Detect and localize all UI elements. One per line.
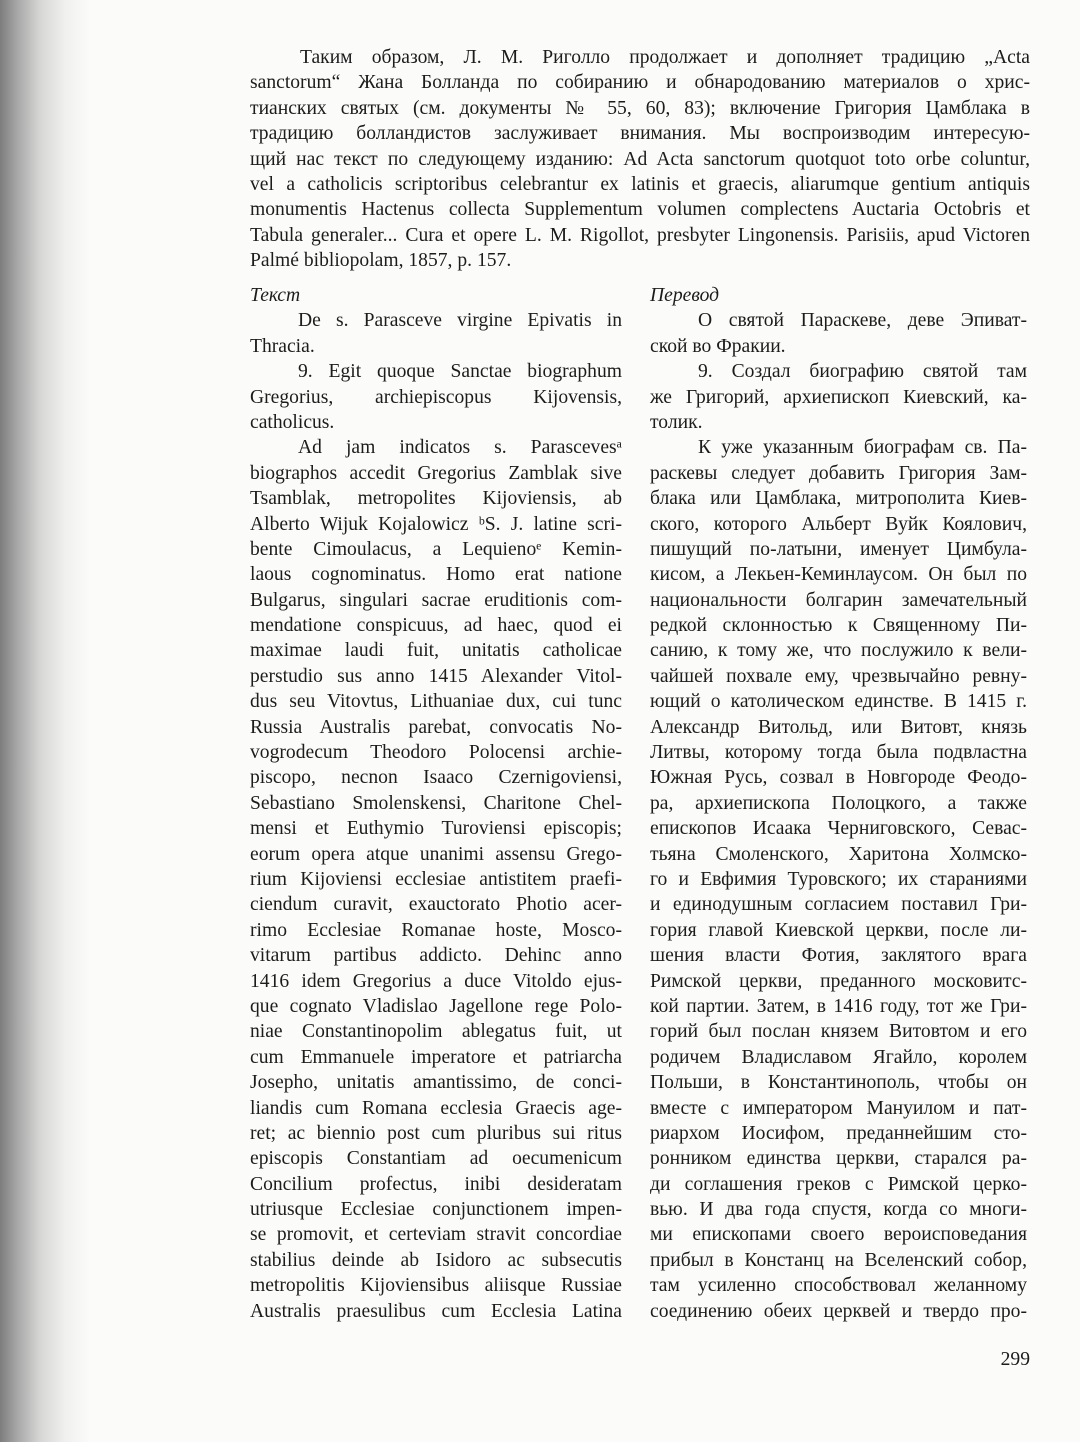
- text-line: ронником единства церкви, старался ра-: [650, 1148, 1027, 1170]
- text-line: que cognato Vladislao Jagellone rege Polo-: [250, 995, 622, 1017]
- text-line: Римской церкви, преданного московитс-: [650, 970, 1027, 992]
- text-line: тианских святых (см. документы № 55, 60, 83); включение Григория Цамблака в: [250, 97, 1030, 119]
- text-line: вью. И два года спустя, когда со многи-: [650, 1199, 1027, 1221]
- text-line: Bulgarus, singulari sacrae eruditionis com-: [250, 589, 622, 611]
- text-line: ret; ac biennio post cum pluribus sui ritus: [250, 1122, 622, 1144]
- text-line: maximae laudi fuit, unitatis catholicae: [250, 640, 622, 662]
- text-line: же Григорий, архиепископ Киевский, ка-: [650, 386, 1027, 408]
- text-line: там усиленно способствовал желанному: [650, 1275, 1027, 1297]
- text-line: rimo Ecclesiae Romanae hoste, Mosco-: [250, 919, 622, 941]
- text-line: laous cognominatus. Homo erat natione: [250, 564, 622, 586]
- text-line: 9. Создал биографию святой там: [698, 361, 1027, 383]
- text-line: ской во Фракии.: [650, 335, 786, 357]
- text-line: perstudio sus anno 1415 Alexander Vitol-: [250, 665, 622, 687]
- text-line: cum Emmanuele imperatore et patriarcha: [250, 1046, 622, 1068]
- text-line: 1416 idem Gregorius a duce Vitoldo ejus-: [250, 970, 622, 992]
- text-line: риархом Иосифом, преданнейшим сто-: [650, 1122, 1027, 1144]
- text-line: monumentis Hactenus collecta Supplementum volumen complectens Auctaria Octobris et: [250, 199, 1030, 221]
- text-line: родичем Владиславом Ягайло, королем: [650, 1046, 1027, 1068]
- text-line: mensi et Euthymio Turoviensi episcopis;: [250, 818, 622, 840]
- text-line: Gregorius, archiepiscopus Kijovensis,: [250, 386, 622, 408]
- translation-column: [650, 283, 1027, 1324]
- text-line: dus seu Vitovtus, Lithuaniae dux, cui tunc: [250, 691, 622, 713]
- text-line: bente Cimoulacus, a Lequienoᵉ Kemin-: [250, 538, 622, 560]
- text-line: ского, которого Альберт Вуйк Коялович,: [650, 513, 1027, 535]
- text-line: Concilium profectus, inibi desideratam: [250, 1173, 622, 1195]
- text-line: mendatione conspicuus, ad haec, quod ei: [250, 615, 622, 637]
- text-line: Sebastiano Smolenskensi, Charitone Chel-: [250, 792, 622, 814]
- text-line: ра, архиепископа Полоцкого, а также: [650, 792, 1027, 814]
- text-line: ди соглашения греков с Римской церко-: [650, 1173, 1027, 1195]
- text-line: го и Евфимия Туровского; их стараниями: [650, 868, 1027, 890]
- text-line: раскевы следует добавить Григория Зам-: [650, 462, 1027, 484]
- text-line: толик.: [650, 411, 703, 433]
- text-line: пишущий по-латыни, именует Цимбула-: [650, 538, 1027, 560]
- page-number: 299: [1000, 1349, 1030, 1370]
- text-line: прибыл в Констанц на Вселенский собор,: [650, 1249, 1027, 1271]
- text-line: stabilius deinde ab Isidoro ac subsecutis: [250, 1249, 622, 1271]
- text-line: utriusque Ecclesiae conjunctionem impen-: [250, 1199, 622, 1221]
- text-line: шения власти Фотия, заклятого врага: [650, 945, 1027, 967]
- text-line: eorum opera atque unanimi assensu Grego-: [250, 843, 622, 865]
- text-line: Литвы, которому тогда была подвластна: [650, 742, 1027, 764]
- text-line: соединению обеих церквей и твердо про-: [650, 1300, 1027, 1322]
- intro-paragraph: [250, 45, 1030, 274]
- latin-text-column: [250, 283, 622, 1324]
- text-line: и единодушным согласием поставил Гри-: [650, 894, 1027, 916]
- text-line: Польши, в Константинополь, чтобы он: [650, 1072, 1027, 1094]
- text-line: ciendum curavit, exauctorato Photio acer-: [250, 894, 622, 916]
- text-line: Ad jam indicatos s. Parascevesᵃ: [298, 437, 622, 459]
- text-line: biographos accedit Gregorius Zamblak sive: [250, 462, 622, 484]
- text-line: 9. Egit quoque Sanctae biographum: [298, 361, 622, 383]
- text-line: rium Kijoviensi ecclesiae antistitem praefi-: [250, 868, 622, 890]
- text-line: Thracia.: [250, 335, 315, 357]
- text-line: vogrodecum Theodoro Polocensi archie-: [250, 742, 622, 764]
- text-line: piscopo, necnon Isaaco Czernigoviensi,: [250, 767, 622, 789]
- text-line: национальности болгарин замечательный: [650, 589, 1027, 611]
- text-line: горий был послан князем Витовтом и его: [650, 1021, 1027, 1043]
- text-line: sanctorum“ Жана Болланда по собиранию и обнародованию материалов о хрис-: [250, 72, 1030, 94]
- text-line: Александр Витольд, или Витовт, князь: [650, 716, 1027, 738]
- text-line: чайшей похвале ему, чрезвычайно ревну-: [650, 665, 1027, 687]
- text-line: vel a catholicis scriptoribus celebrantur ex latinis et graecis, aliarumque gentium antiquis: [250, 173, 1030, 195]
- text-line: se promovit, et certeviam stravit concordiae: [250, 1224, 622, 1246]
- text-line: блака или Цамблака, митрополита Киев-: [650, 488, 1027, 510]
- text-line: episcopis Constantiam ad oecumenicum: [250, 1148, 622, 1170]
- column-heading-translation: Перевод: [650, 285, 720, 306]
- text-line: санию, к тому же, что послужило к вели-: [650, 640, 1027, 662]
- text-line: vitarum partibus addicto. Dehinc anno: [250, 945, 622, 967]
- text-line: традицию болландистов заслуживает внимания. Мы воспроизводим интересую-: [250, 123, 1030, 145]
- text-line: Alberto Wijuk Kojalowicz ᵇS. J. latine scri-: [250, 513, 622, 535]
- text-line: кисом, а Лекьен-Кеминлаусом. Он был по: [650, 564, 1027, 586]
- text-line: catholicus.: [250, 411, 335, 433]
- text-line: Tsamblak, metropolites Kijoviensis, ab: [250, 488, 622, 510]
- text-line: ми епископами своего вероисповедания: [650, 1224, 1027, 1246]
- text-line: редкой склонностью к Священному Пи-: [650, 615, 1027, 637]
- text-line: щий нас текст по следующему изданию: Ad Acta sanctorum quotquot toto orbe coluntur,: [250, 148, 1030, 170]
- text-line: кой партии. Затем, в 1416 году, тот же Гри-: [650, 995, 1027, 1017]
- text-line: Palmé bibliopolam, 1857, p. 157.: [250, 250, 512, 272]
- text-line: Южная Русь, созвал в Новгороде Феодо-: [650, 767, 1027, 789]
- text-line: О святой Параскеве, деве Эпиват-: [698, 310, 1027, 332]
- text-line: К уже указанным биографам св. Па-: [698, 437, 1027, 459]
- text-line: Russia Australis parebat, convocatis No-: [250, 716, 622, 738]
- text-line: De s. Parasceve virgine Epivatis in: [298, 310, 622, 332]
- text-line: ющий о католическом единстве. В 1415 г.: [650, 691, 1027, 713]
- text-line: Josepho, unitatis amantissimo, de conci-: [250, 1072, 622, 1094]
- text-line: вместе с императором Мануилом и пат-: [650, 1097, 1027, 1119]
- text-line: metropolitis Kijoviensibus aliisque Russiae: [250, 1275, 622, 1297]
- column-heading-text: Текст: [250, 285, 301, 306]
- text-line: Таким образом, Л. М. Риголло продолжает и дополняет традицию „Acta: [300, 47, 1030, 68]
- text-line: niae Constantinopolim ablegatus fuit, ut: [250, 1021, 622, 1043]
- text-line: Australis praesulibus cum Ecclesia Latina: [250, 1300, 622, 1322]
- text-line: liandis cum Romana ecclesia Graecis age-: [250, 1097, 622, 1119]
- text-line: Tabula generaler... Cura et opere L. M. Rigollot, presbyter Lingonensis. Parisiis, apud Victoren: [250, 224, 1030, 246]
- text-line: тьяна Смоленского, Харитона Холмско-: [650, 843, 1027, 865]
- text-line: епископов Исаака Черниговского, Севас-: [650, 818, 1027, 840]
- scan-edge-shadow: [0, 0, 90, 1442]
- text-line: гория главой Киевской церкви, после ли-: [650, 919, 1027, 941]
